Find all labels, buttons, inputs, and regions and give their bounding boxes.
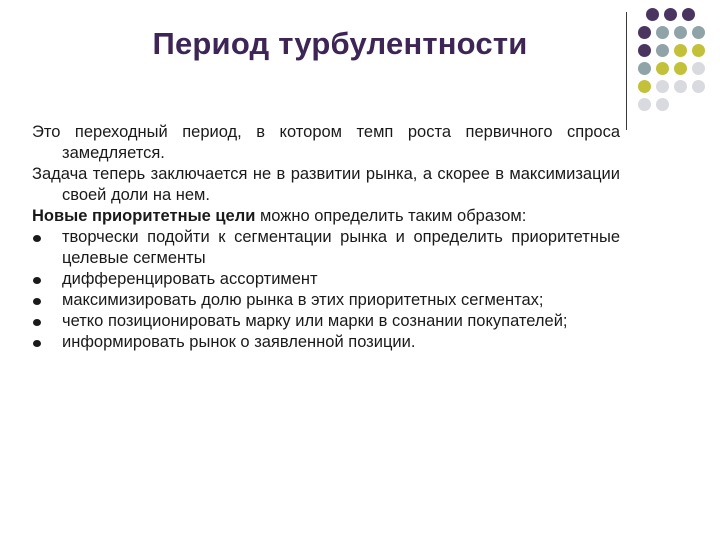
decorative-dot <box>692 62 705 75</box>
decorative-dot-grid <box>638 8 718 118</box>
slide-body <box>32 122 620 353</box>
goals-list <box>32 227 620 353</box>
list-item <box>32 290 620 311</box>
list-item-text: максимизировать долю рынка в этих приоритетных сегментах; <box>62 291 544 309</box>
slide-title: Период турбулентности <box>152 26 528 61</box>
list-item <box>32 227 620 269</box>
bullet-dot-icon <box>33 319 41 326</box>
decorative-dot <box>674 62 687 75</box>
bullet-dot-icon <box>33 298 41 305</box>
decorative-dot <box>674 44 687 57</box>
decorative-dot <box>692 80 705 93</box>
list-item <box>32 332 620 353</box>
decorative-dot <box>638 26 651 39</box>
decorative-dot <box>656 80 669 93</box>
divider-line <box>626 12 627 130</box>
decorative-dot <box>638 80 651 93</box>
paragraph-goals <box>32 206 620 227</box>
decorative-dot <box>656 98 669 111</box>
decorative-dot <box>664 8 677 21</box>
goals-text: можно определить таким образом: <box>255 207 527 225</box>
decorative-dot <box>674 80 687 93</box>
decorative-dot <box>656 44 669 57</box>
list-item <box>32 311 620 332</box>
decorative-dot <box>692 26 705 39</box>
paragraph-task: Задача теперь заключается не в развитии рынка, а скорее в максимизации своей доли на нем. <box>32 165 620 204</box>
decorative-dot <box>656 62 669 75</box>
decorative-dot <box>656 26 669 39</box>
goals-heading: Новые приоритетные цели <box>32 207 256 225</box>
decorative-dot <box>638 62 651 75</box>
list-item <box>32 269 620 290</box>
paragraph-intro: Это переходный период, в котором темп роста первичного спроса замедляется. <box>32 123 620 162</box>
decorative-dot <box>674 26 687 39</box>
decorative-dot <box>646 8 659 21</box>
bullet-dot-icon <box>33 340 41 347</box>
list-item-text: информировать рынок о заявленной позиции. <box>62 333 416 351</box>
list-item-text: четко позиционировать марку или марки в сознании покупателей; <box>62 312 568 330</box>
list-item-text: творчески подойти к сегментации рынка и определить приоритетные целевые сегменты <box>62 228 620 267</box>
decorative-dot <box>638 44 651 57</box>
decorative-dot <box>692 44 705 57</box>
bullet-dot-icon <box>33 277 41 284</box>
decorative-dot <box>682 8 695 21</box>
decorative-dot <box>638 98 651 111</box>
bullet-dot-icon <box>33 235 41 242</box>
list-item-text: дифференцировать ассортимент <box>62 270 318 288</box>
